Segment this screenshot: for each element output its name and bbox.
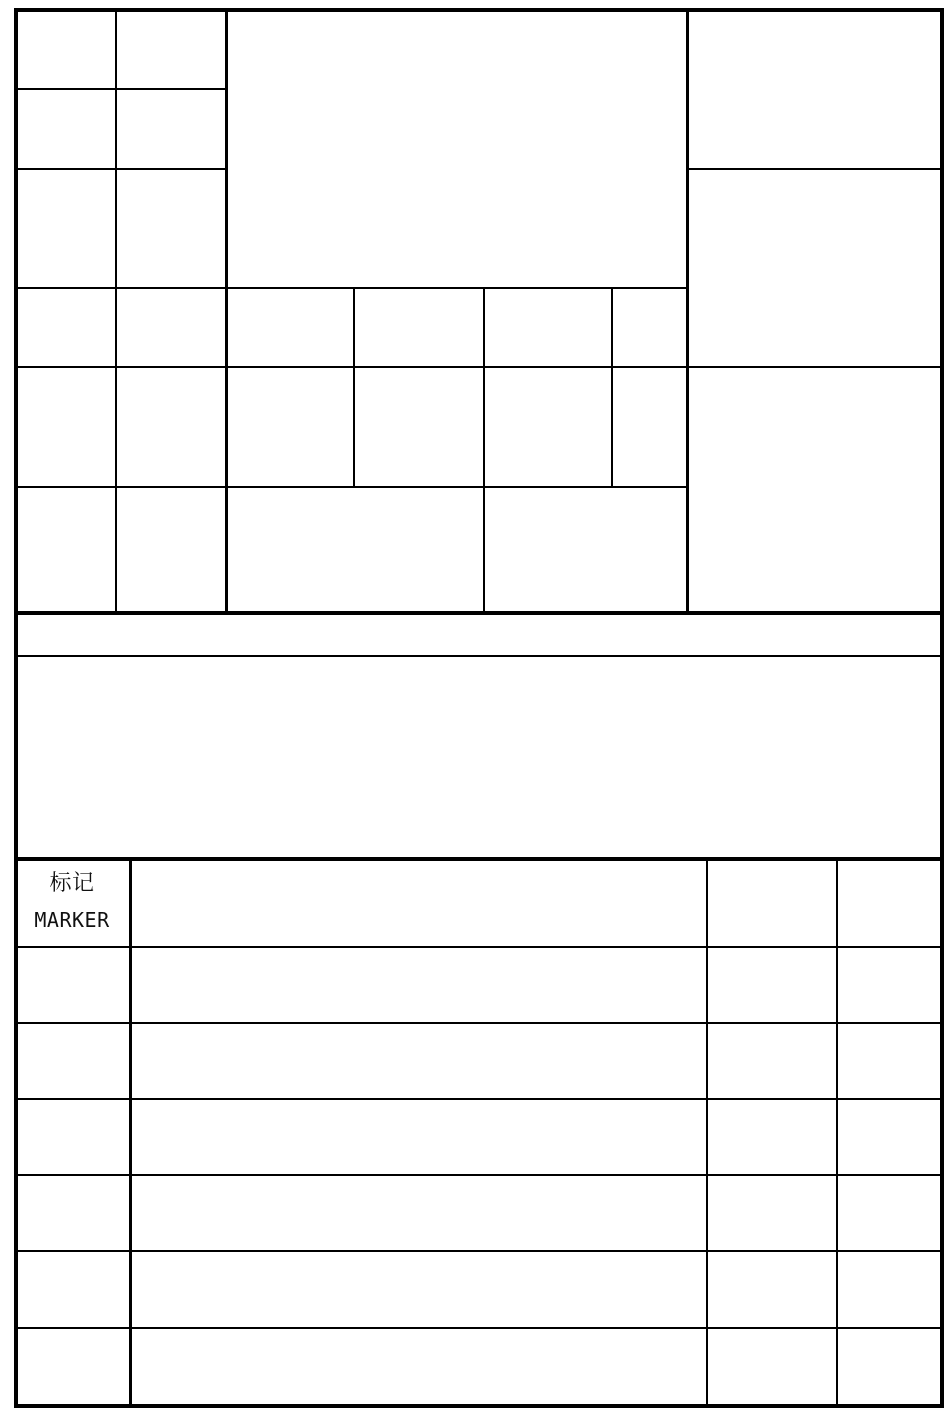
marker-row-line-4 [16, 1174, 942, 1176]
left-row-line-2 [16, 168, 226, 170]
top-divider-1 [115, 10, 117, 613]
marker-header [18, 870, 126, 933]
left-row-line-1 [16, 88, 226, 90]
marker-row-line-5 [16, 1250, 942, 1252]
marker-row-line-3 [16, 1098, 942, 1100]
top-divider-2 [225, 10, 228, 613]
marker-col-divider-1 [129, 861, 132, 1406]
mid-divider-1 [353, 288, 355, 487]
left-row-line-5 [16, 486, 688, 488]
marker-col-divider-2 [706, 861, 708, 1406]
left-row-line-3 [16, 287, 688, 289]
header-strip-line [16, 655, 942, 657]
marker-col-divider-3 [836, 861, 838, 1406]
top-grid-bottom-border [16, 611, 942, 615]
mid-divider-3 [611, 288, 613, 487]
right-row-line-1 [688, 168, 942, 170]
marker-section-top-border [16, 857, 942, 861]
marker-header-cn: 标记 [49, 871, 95, 896]
marker-row-line-1 [16, 946, 942, 948]
marker-header-en: MARKER [34, 907, 110, 932]
left-row-line-4 [16, 366, 942, 368]
outer-border [14, 8, 944, 1408]
marker-row-line-6 [16, 1327, 942, 1329]
marker-row-line-2 [16, 1022, 942, 1024]
top-divider-3 [686, 10, 689, 613]
mid-divider-2 [483, 288, 485, 613]
